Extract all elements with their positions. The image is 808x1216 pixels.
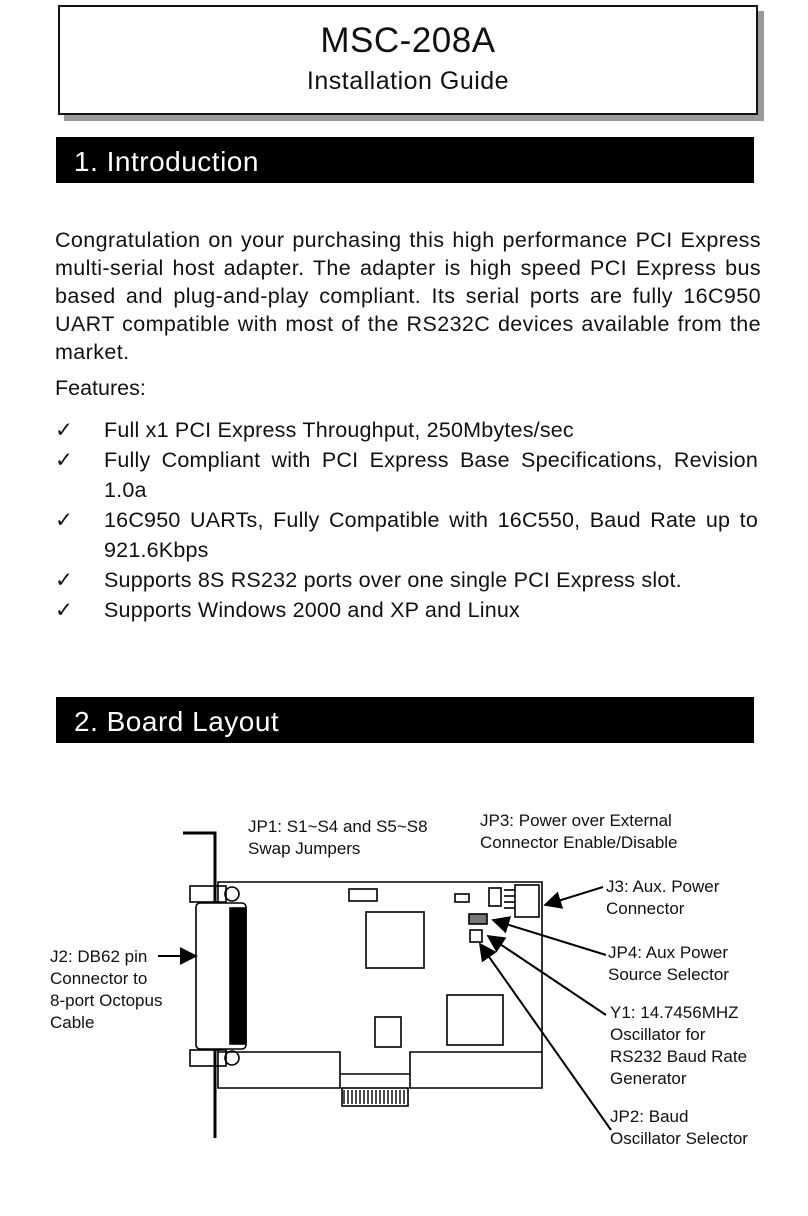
y1-oscillator bbox=[470, 930, 482, 942]
arrow-y1 bbox=[488, 936, 606, 1015]
feature-text: Supports Windows 2000 and XP and Linux bbox=[104, 598, 520, 622]
arrow-j3 bbox=[545, 887, 603, 905]
uart-chip bbox=[366, 912, 424, 968]
label-jp2: JP2: Baud Oscillator Selector bbox=[610, 1107, 748, 1148]
jp4-jumper bbox=[469, 914, 487, 924]
feature-item bbox=[55, 595, 758, 625]
label-jp4: JP4: Aux Power Source Selector bbox=[608, 943, 729, 984]
feature-item bbox=[55, 445, 758, 505]
label-j3: J3: Aux. Power Connector bbox=[606, 877, 720, 918]
features-label: Features: bbox=[55, 376, 146, 400]
feature-item bbox=[55, 565, 758, 595]
feature-text: Fully Compliant with PCI Express Base Specifications, Revision 1.0a bbox=[104, 448, 758, 502]
label-y1: Y1: 14.7456MHZ Oscillator for RS232 Baud Rate Generator bbox=[610, 1003, 748, 1088]
checkmark-icon: ✓ bbox=[55, 598, 74, 622]
document-subtitle: Installation Guide bbox=[306, 67, 510, 95]
db62-shell bbox=[230, 908, 246, 1044]
small-chip bbox=[375, 1017, 401, 1047]
document-title: MSC-208A bbox=[320, 21, 496, 60]
feature-text: Full x1 PCI Express Throughput, 250Mbytes/sec bbox=[104, 418, 574, 442]
arrow-jp2 bbox=[480, 944, 611, 1130]
label-jp3: JP3: Power over External Connector Enable/Disable bbox=[480, 811, 678, 852]
feature-text: Supports 8S RS232 ports over one single PCI Express slot. bbox=[104, 568, 682, 592]
j3-connector bbox=[515, 885, 539, 917]
jp3-jumper bbox=[455, 894, 469, 902]
intro-paragraph: Congratulation on your purchasing this high performance PCI Express multi-serial host adapter. The adapter is high speed PCI Express bus based and plug-and-play compliant. Its serial ports are fully 16C950 UART compatible with most of the RS232C devices available from the market. bbox=[55, 228, 761, 364]
pcie-bridge-chip bbox=[447, 995, 503, 1045]
features-list bbox=[55, 415, 758, 625]
checkmark-icon: ✓ bbox=[55, 508, 74, 532]
j3-pin-block bbox=[489, 888, 501, 906]
feature-item bbox=[55, 415, 758, 445]
label-jp1: JP1: S1~S4 and S5~S8 Swap Jumpers bbox=[248, 817, 428, 858]
jp1-jumper bbox=[349, 889, 377, 901]
section-heading-board-layout: 2. Board Layout bbox=[56, 697, 754, 743]
label-j2: J2: DB62 pin Connector to 8-port Octopus Cable bbox=[50, 947, 163, 1032]
checkmark-icon: ✓ bbox=[55, 448, 74, 472]
feature-text: 16C950 UARTs, Fully Compatible with 16C550, Baud Rate up to 921.6Kbps bbox=[104, 508, 758, 562]
checkmark-icon: ✓ bbox=[55, 568, 74, 592]
section-heading-introduction: 1. Introduction bbox=[56, 137, 754, 183]
checkmark-icon: ✓ bbox=[55, 418, 74, 442]
title-box bbox=[58, 5, 758, 115]
feature-item bbox=[55, 505, 758, 565]
